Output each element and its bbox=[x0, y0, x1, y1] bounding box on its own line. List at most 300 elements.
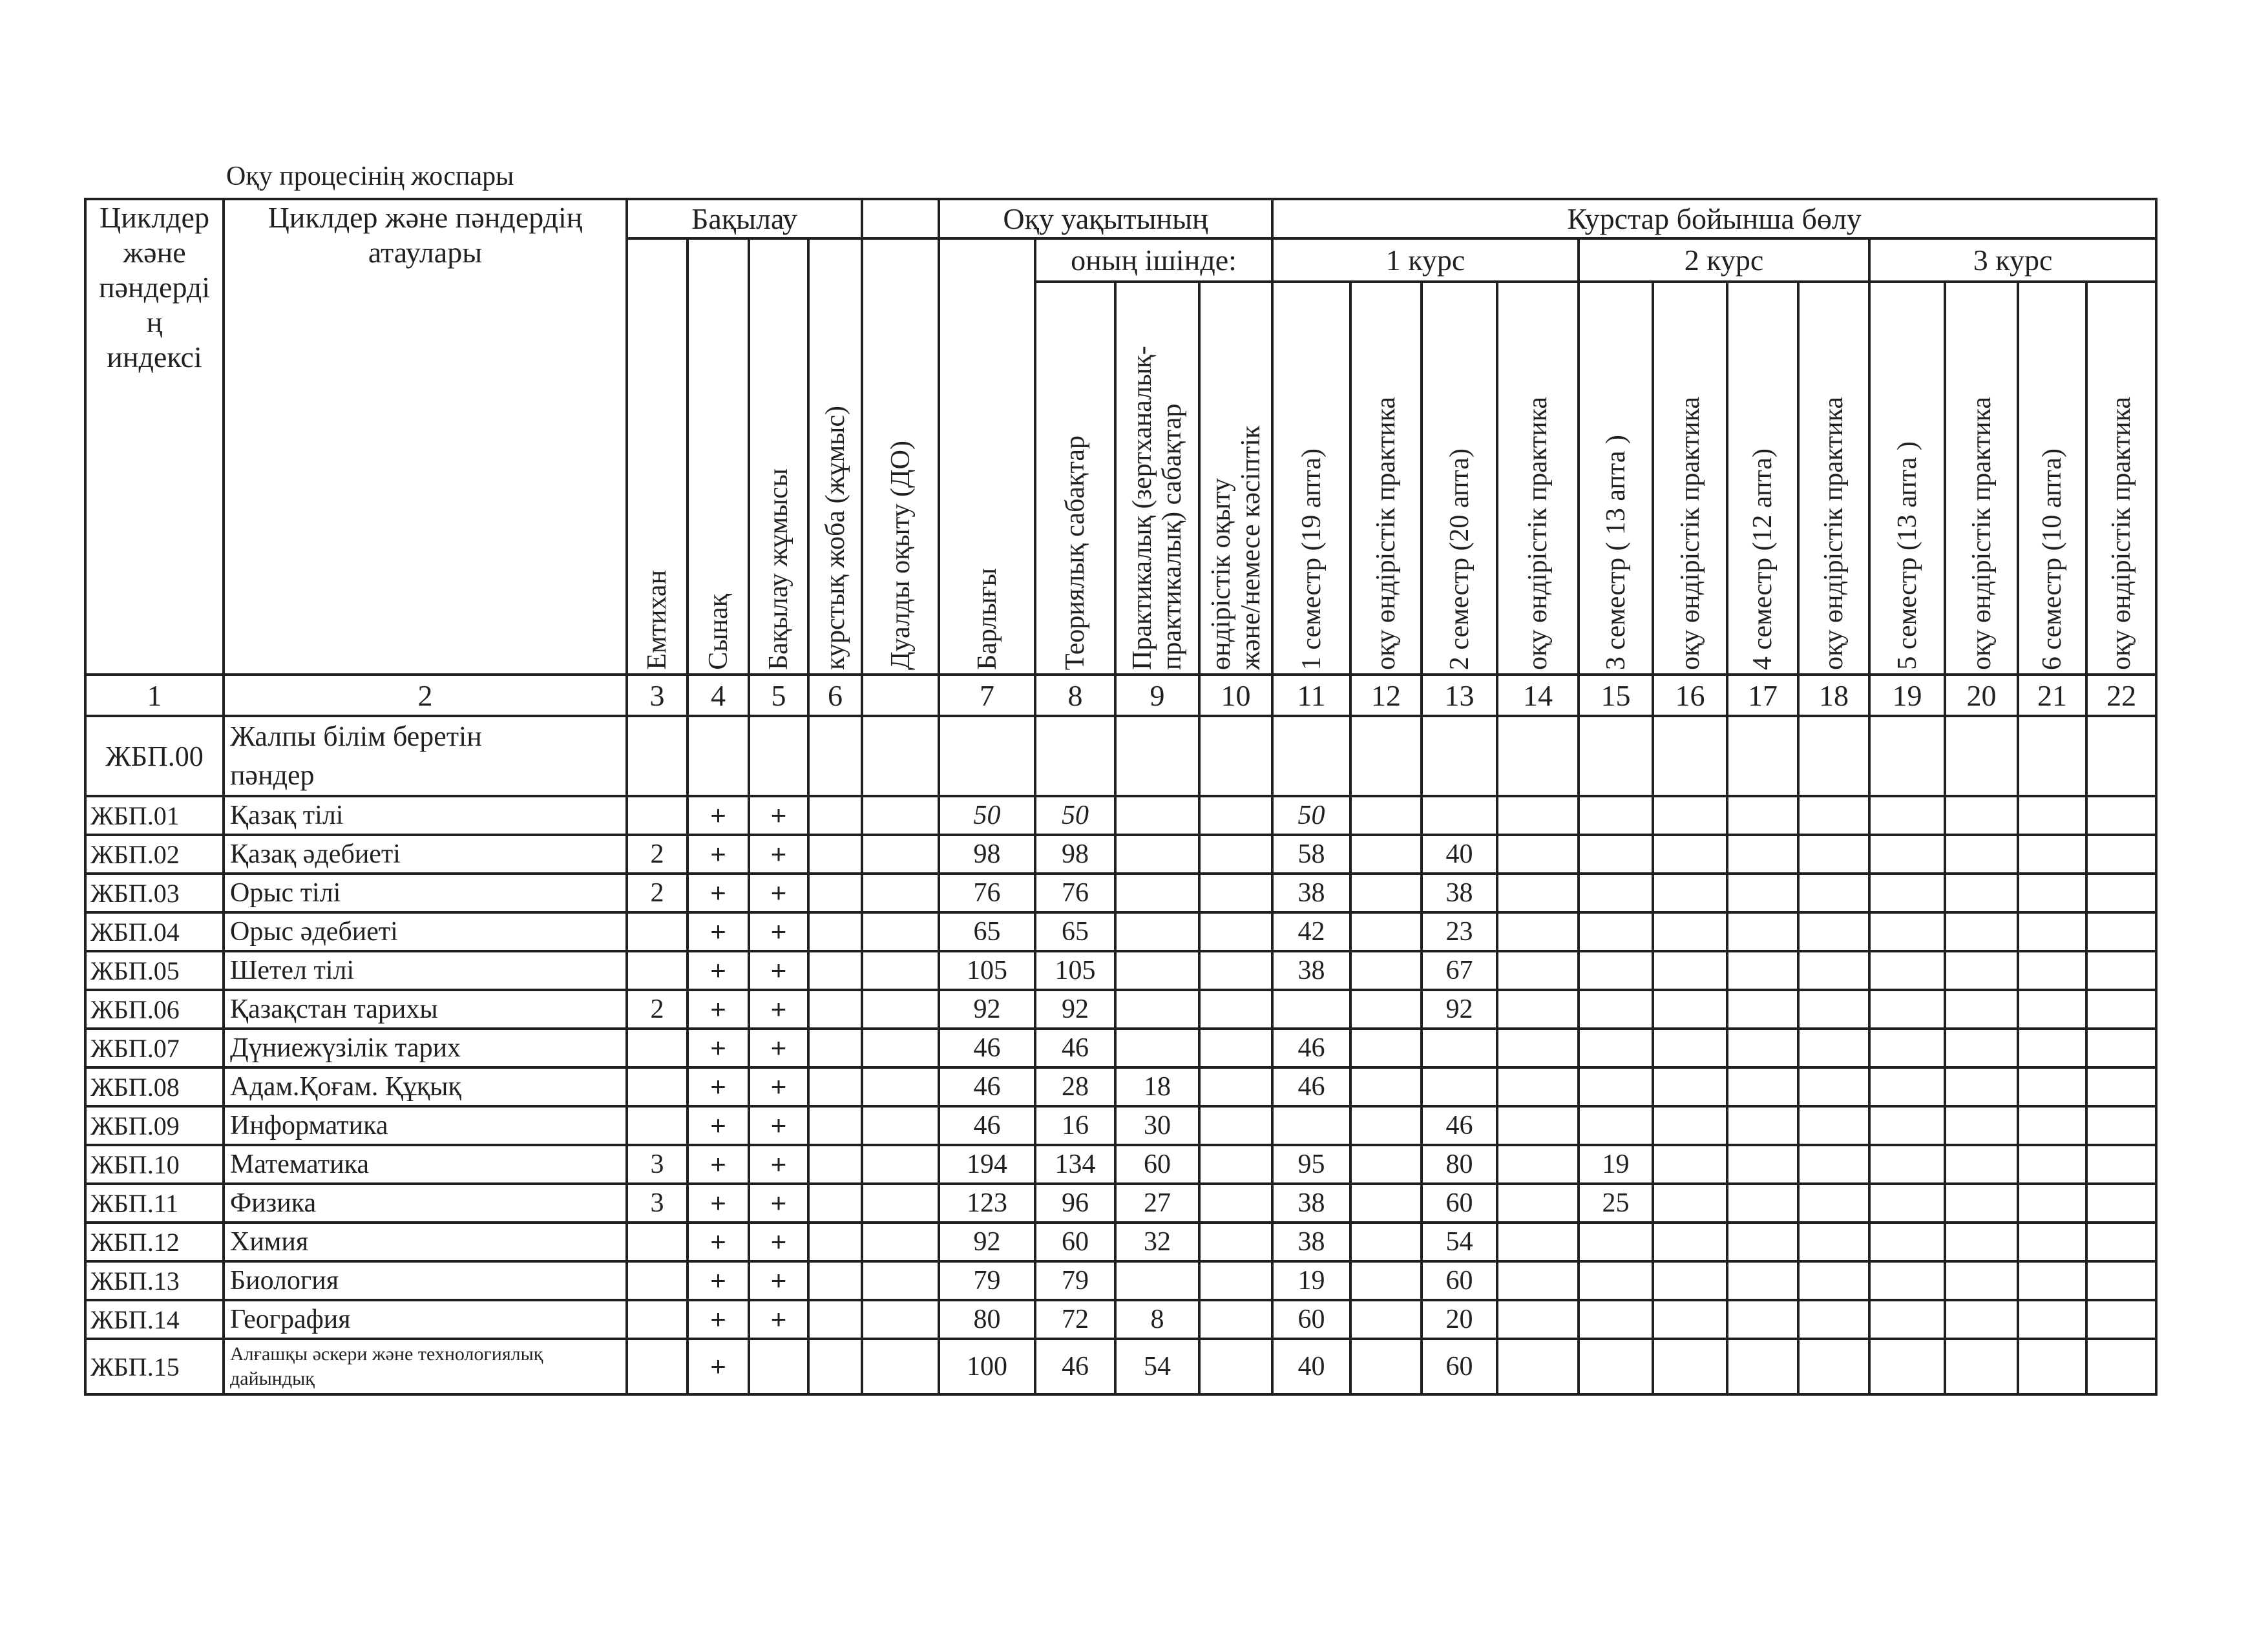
value-cell bbox=[1653, 951, 1727, 990]
theory-header-text: Теориялық сабақтар bbox=[1060, 435, 1090, 670]
value-cell bbox=[1199, 1223, 1272, 1261]
value-cell bbox=[1350, 1106, 1422, 1145]
value-cell bbox=[1497, 1339, 1579, 1394]
value-cell bbox=[808, 874, 862, 912]
value-cell bbox=[749, 1339, 808, 1394]
value-cell bbox=[2086, 951, 2156, 990]
value-cell bbox=[1945, 951, 2018, 990]
empty-cell bbox=[808, 716, 862, 796]
column-number-cell: 12 bbox=[1350, 675, 1422, 716]
value-cell: 67 bbox=[1422, 951, 1497, 990]
value-cell bbox=[808, 1223, 862, 1261]
semester-header-text: 4 семестр (12 апта) bbox=[1748, 448, 1778, 670]
value-cell: 72 bbox=[1035, 1300, 1115, 1339]
value-cell bbox=[808, 1067, 862, 1106]
value-cell bbox=[1945, 874, 2018, 912]
value-cell bbox=[1497, 1106, 1579, 1145]
credit-column-header bbox=[688, 238, 749, 675]
subject-name: Биология bbox=[224, 1261, 627, 1300]
dual-group-spacer bbox=[862, 199, 939, 238]
practice-4-header bbox=[1798, 282, 1869, 675]
value-cell bbox=[1115, 1261, 1199, 1300]
value-cell: 60 bbox=[1422, 1339, 1497, 1394]
value-cell bbox=[627, 1339, 688, 1394]
value-cell: 65 bbox=[939, 912, 1035, 951]
value-cell bbox=[2086, 1261, 2156, 1300]
plus-mark: + bbox=[688, 1184, 749, 1223]
table-row bbox=[85, 1029, 2156, 1067]
value-cell bbox=[1798, 1106, 1869, 1145]
plus-mark: + bbox=[749, 874, 808, 912]
index-header-line: пәндерді bbox=[98, 271, 211, 304]
value-cell bbox=[2018, 1184, 2086, 1223]
value-cell bbox=[627, 912, 688, 951]
subject-name: Шетел тілі bbox=[224, 951, 627, 990]
value-cell bbox=[2018, 1106, 2086, 1145]
plus-mark: + bbox=[688, 1145, 749, 1184]
value-cell bbox=[2018, 796, 2086, 835]
value-cell: 105 bbox=[939, 951, 1035, 990]
value-cell: 50 bbox=[1035, 796, 1115, 835]
section-row bbox=[85, 716, 2156, 796]
table-row bbox=[85, 951, 2156, 990]
theory-column-header bbox=[1035, 282, 1115, 675]
value-cell: 46 bbox=[939, 1029, 1035, 1067]
empty-cell bbox=[1945, 716, 2018, 796]
value-cell bbox=[1869, 990, 1945, 1029]
value-cell: 46 bbox=[939, 1067, 1035, 1106]
practice-3-header bbox=[1653, 282, 1727, 675]
plus-mark: + bbox=[749, 1184, 808, 1223]
curriculum-table bbox=[84, 198, 2158, 1396]
value-cell bbox=[1945, 1067, 2018, 1106]
value-cell bbox=[1579, 874, 1653, 912]
index-header-line: ң bbox=[146, 306, 163, 339]
value-cell bbox=[1869, 951, 1945, 990]
course-3-header: 3 курс bbox=[1869, 238, 2156, 282]
value-cell bbox=[1350, 1223, 1422, 1261]
value-cell bbox=[1945, 1300, 2018, 1339]
value-cell bbox=[627, 1029, 688, 1067]
value-cell: 92 bbox=[1422, 990, 1497, 1029]
practice-5-header bbox=[1945, 282, 2018, 675]
value-cell bbox=[1350, 990, 1422, 1029]
value-cell bbox=[1727, 796, 1798, 835]
value-cell bbox=[1115, 874, 1199, 912]
column-number-cell: 20 bbox=[1945, 675, 2018, 716]
value-cell bbox=[627, 1067, 688, 1106]
value-cell: 58 bbox=[1272, 835, 1350, 874]
subject-index: ЖБП.01 bbox=[85, 796, 224, 835]
value-cell bbox=[1653, 1184, 1727, 1223]
value-cell bbox=[1869, 796, 1945, 835]
value-cell: 38 bbox=[1272, 951, 1350, 990]
value-cell bbox=[1350, 1339, 1422, 1394]
value-cell: 25 bbox=[1579, 1184, 1653, 1223]
value-cell bbox=[1945, 796, 2018, 835]
plus-mark: + bbox=[688, 835, 749, 874]
value-cell bbox=[1422, 796, 1497, 835]
table-row bbox=[85, 796, 2156, 835]
production-training-column-header bbox=[1199, 282, 1272, 675]
value-cell bbox=[1579, 1261, 1653, 1300]
table-row bbox=[85, 1339, 2156, 1394]
value-cell bbox=[1727, 1261, 1798, 1300]
semester-6-header bbox=[2018, 282, 2086, 675]
empty-cell bbox=[1115, 716, 1199, 796]
course-1-header: 1 курс bbox=[1272, 238, 1579, 282]
value-cell: 46 bbox=[1035, 1339, 1115, 1394]
value-cell bbox=[1798, 835, 1869, 874]
plus-mark: + bbox=[749, 912, 808, 951]
value-cell bbox=[808, 1184, 862, 1223]
semester-2-header bbox=[1422, 282, 1497, 675]
column-number-cell: 19 bbox=[1869, 675, 1945, 716]
value-cell bbox=[808, 1300, 862, 1339]
value-cell bbox=[808, 912, 862, 951]
credit-header-text: Сынақ bbox=[703, 594, 733, 670]
value-cell bbox=[1199, 1261, 1272, 1300]
dual-training-column-header bbox=[862, 238, 939, 675]
practice-header-text: оқу өндірістік практика bbox=[1966, 397, 1997, 670]
value-cell: 60 bbox=[1272, 1300, 1350, 1339]
value-cell bbox=[1727, 1184, 1798, 1223]
plus-mark: + bbox=[688, 796, 749, 835]
value-cell bbox=[862, 912, 939, 951]
section-name-line: пәндер bbox=[230, 759, 315, 791]
subject-index: ЖБП.07 bbox=[85, 1029, 224, 1067]
subject-index: ЖБП.10 bbox=[85, 1145, 224, 1184]
subject-name: Дүниежүзілік тарих bbox=[224, 1029, 627, 1067]
column-number-cell: 9 bbox=[1115, 675, 1199, 716]
column-number-cell: 6 bbox=[808, 675, 862, 716]
subject-name: Адам.Қоғам. Құқық bbox=[224, 1067, 627, 1106]
plus-mark: + bbox=[688, 1261, 749, 1300]
value-cell bbox=[2018, 1145, 2086, 1184]
value-cell bbox=[2018, 951, 2086, 990]
value-cell: 134 bbox=[1035, 1145, 1115, 1184]
value-cell bbox=[1579, 1300, 1653, 1339]
subject-index: ЖБП.14 bbox=[85, 1300, 224, 1339]
value-cell bbox=[1869, 1339, 1945, 1394]
value-cell bbox=[1579, 796, 1653, 835]
value-cell: 28 bbox=[1035, 1067, 1115, 1106]
value-cell bbox=[2018, 1067, 2086, 1106]
course-project-header-text: курстық жоба (жұмыс) bbox=[820, 406, 850, 670]
value-cell: 76 bbox=[939, 874, 1035, 912]
subject-index: ЖБП.15 bbox=[85, 1339, 224, 1394]
empty-cell bbox=[1350, 716, 1422, 796]
value-cell bbox=[1798, 796, 1869, 835]
value-cell: 54 bbox=[1422, 1223, 1497, 1261]
empty-cell bbox=[1199, 716, 1272, 796]
value-cell bbox=[808, 1029, 862, 1067]
value-cell: 92 bbox=[1035, 990, 1115, 1029]
value-cell bbox=[1199, 1300, 1272, 1339]
plus-mark: + bbox=[749, 1223, 808, 1261]
subject-name: Қазақ әдебиеті bbox=[224, 835, 627, 874]
value-cell bbox=[1798, 1300, 1869, 1339]
subject-name: Химия bbox=[224, 1223, 627, 1261]
practice-header-text: оқу өндірістік практика bbox=[1371, 397, 1402, 670]
value-cell: 194 bbox=[939, 1145, 1035, 1184]
subject-index: ЖБП.03 bbox=[85, 874, 224, 912]
value-cell bbox=[1350, 1145, 1422, 1184]
value-cell: 100 bbox=[939, 1339, 1035, 1394]
practice-header-text: оқу өндірістік практика bbox=[1675, 397, 1705, 670]
column-number-cell: 17 bbox=[1727, 675, 1798, 716]
value-cell bbox=[2018, 990, 2086, 1029]
value-cell bbox=[1422, 1067, 1497, 1106]
value-cell bbox=[1945, 990, 2018, 1029]
empty-cell bbox=[939, 716, 1035, 796]
value-cell bbox=[2086, 874, 2156, 912]
value-cell bbox=[1653, 796, 1727, 835]
value-cell bbox=[1945, 1145, 2018, 1184]
plus-mark: + bbox=[688, 874, 749, 912]
value-cell bbox=[627, 1300, 688, 1339]
index-column-header bbox=[85, 199, 224, 675]
value-cell bbox=[1653, 1029, 1727, 1067]
semester-5-header bbox=[1869, 282, 1945, 675]
value-cell: 95 bbox=[1272, 1145, 1350, 1184]
value-cell bbox=[1798, 874, 1869, 912]
control-work-header-text: Бақылау жұмысы bbox=[764, 468, 793, 670]
value-cell bbox=[1350, 1067, 1422, 1106]
value-cell bbox=[2018, 1261, 2086, 1300]
subject-name: Алғашқы әскери және технологиялық дайындық bbox=[224, 1339, 627, 1394]
value-cell bbox=[1727, 1300, 1798, 1339]
value-cell bbox=[627, 1261, 688, 1300]
value-cell: 123 bbox=[939, 1184, 1035, 1223]
value-cell bbox=[1798, 1261, 1869, 1300]
exam-header-text: Емтихан bbox=[642, 570, 672, 670]
subject-name: География bbox=[224, 1300, 627, 1339]
table-row bbox=[85, 1067, 2156, 1106]
value-cell bbox=[2086, 835, 2156, 874]
value-cell: 92 bbox=[939, 990, 1035, 1029]
section-name-line: Жалпы білім беретін bbox=[230, 720, 482, 752]
value-cell bbox=[1115, 990, 1199, 1029]
name-header-line: атаулары bbox=[368, 236, 483, 269]
value-cell bbox=[2086, 1106, 2156, 1145]
value-cell bbox=[808, 1145, 862, 1184]
subject-index: ЖБП.09 bbox=[85, 1106, 224, 1145]
value-cell bbox=[808, 1339, 862, 1394]
subject-name: Орыс әдебиеті bbox=[224, 912, 627, 951]
value-cell bbox=[808, 1261, 862, 1300]
value-cell bbox=[1869, 1029, 1945, 1067]
value-cell bbox=[1272, 990, 1350, 1029]
value-cell bbox=[1727, 990, 1798, 1029]
index-header-line: және bbox=[123, 236, 186, 269]
plus-mark: + bbox=[749, 1300, 808, 1339]
value-cell bbox=[1945, 835, 2018, 874]
subject-name: Физика bbox=[224, 1184, 627, 1223]
value-cell bbox=[2086, 912, 2156, 951]
practice-header-text: оқу өндірістік практика bbox=[2106, 397, 2137, 670]
value-cell bbox=[1497, 1261, 1579, 1300]
value-cell bbox=[627, 1223, 688, 1261]
value-cell bbox=[1199, 874, 1272, 912]
value-cell bbox=[1653, 835, 1727, 874]
value-cell: 8 bbox=[1115, 1300, 1199, 1339]
value-cell bbox=[862, 1223, 939, 1261]
value-cell bbox=[1798, 1223, 1869, 1261]
distribution-group-header: Курстар бойынша бөлу bbox=[1272, 199, 2156, 238]
value-cell bbox=[2086, 796, 2156, 835]
value-cell bbox=[1579, 1029, 1653, 1067]
value-cell bbox=[2018, 1223, 2086, 1261]
empty-cell bbox=[1727, 716, 1798, 796]
plus-mark: + bbox=[749, 835, 808, 874]
value-cell bbox=[1798, 1029, 1869, 1067]
plus-mark: + bbox=[688, 912, 749, 951]
column-number-cell: 21 bbox=[2018, 675, 2086, 716]
exam-column-header bbox=[627, 238, 688, 675]
production-training-header-text bbox=[1206, 299, 1266, 670]
value-cell: 20 bbox=[1422, 1300, 1497, 1339]
value-cell bbox=[862, 1184, 939, 1223]
value-cell: 40 bbox=[1272, 1339, 1350, 1394]
value-cell bbox=[1497, 1300, 1579, 1339]
value-cell bbox=[862, 1339, 939, 1394]
control-work-column-header bbox=[749, 238, 808, 675]
value-cell: 79 bbox=[939, 1261, 1035, 1300]
value-cell bbox=[1115, 1029, 1199, 1067]
value-cell: 38 bbox=[1272, 874, 1350, 912]
production-training-header-line: және/немесе кәсіптік bbox=[1235, 425, 1266, 670]
practical-column-header bbox=[1115, 282, 1199, 675]
subject-name: Информатика bbox=[224, 1106, 627, 1145]
plus-mark: + bbox=[749, 1145, 808, 1184]
name-column-header bbox=[224, 199, 627, 675]
value-cell: 54 bbox=[1115, 1339, 1199, 1394]
value-cell bbox=[862, 990, 939, 1029]
value-cell bbox=[1653, 1067, 1727, 1106]
subject-index: ЖБП.08 bbox=[85, 1067, 224, 1106]
value-cell bbox=[1497, 1223, 1579, 1261]
value-cell bbox=[1199, 835, 1272, 874]
subject-index: ЖБП.05 bbox=[85, 951, 224, 990]
plus-mark: + bbox=[749, 951, 808, 990]
empty-cell bbox=[2018, 716, 2086, 796]
plus-mark: + bbox=[688, 1029, 749, 1067]
value-cell bbox=[1727, 1223, 1798, 1261]
value-cell bbox=[862, 874, 939, 912]
value-cell bbox=[1350, 796, 1422, 835]
value-cell bbox=[1653, 1106, 1727, 1145]
table-row bbox=[85, 1184, 2156, 1223]
value-cell bbox=[862, 1145, 939, 1184]
value-cell bbox=[1199, 1067, 1272, 1106]
empty-cell bbox=[627, 716, 688, 796]
value-cell: 105 bbox=[1035, 951, 1115, 990]
value-cell bbox=[1727, 1029, 1798, 1067]
table-row bbox=[85, 1223, 2156, 1261]
value-cell: 2 bbox=[627, 990, 688, 1029]
total-header-text: Барлығы bbox=[972, 568, 1002, 670]
empty-cell bbox=[1035, 716, 1115, 796]
value-cell bbox=[1497, 874, 1579, 912]
value-cell bbox=[1727, 1106, 1798, 1145]
value-cell bbox=[2086, 1339, 2156, 1394]
value-cell bbox=[1798, 912, 1869, 951]
column-number-cell: 18 bbox=[1798, 675, 1869, 716]
column-number-row bbox=[85, 675, 2156, 716]
value-cell bbox=[1350, 1029, 1422, 1067]
table-row bbox=[85, 1106, 2156, 1145]
empty-cell bbox=[1869, 716, 1945, 796]
value-cell: 30 bbox=[1115, 1106, 1199, 1145]
table-row bbox=[85, 1300, 2156, 1339]
value-cell bbox=[1798, 1145, 1869, 1184]
value-cell bbox=[1653, 874, 1727, 912]
value-cell bbox=[1869, 1300, 1945, 1339]
value-cell: 98 bbox=[1035, 835, 1115, 874]
value-cell bbox=[2018, 1300, 2086, 1339]
value-cell: 3 bbox=[627, 1184, 688, 1223]
column-number-cell: 3 bbox=[627, 675, 688, 716]
plus-mark: + bbox=[688, 1106, 749, 1145]
plus-mark: + bbox=[749, 1029, 808, 1067]
table-header bbox=[85, 199, 2156, 716]
value-cell bbox=[1115, 835, 1199, 874]
table-row bbox=[85, 990, 2156, 1029]
value-cell bbox=[2086, 1300, 2156, 1339]
name-header-line: Циклдер және пәндердің bbox=[268, 201, 583, 234]
value-cell bbox=[627, 951, 688, 990]
subject-index: ЖБП.13 bbox=[85, 1261, 224, 1300]
value-cell bbox=[1272, 1106, 1350, 1145]
subject-index: ЖБП.02 bbox=[85, 835, 224, 874]
value-cell bbox=[1199, 1029, 1272, 1067]
column-number-cell: 11 bbox=[1272, 675, 1350, 716]
value-cell bbox=[1115, 912, 1199, 951]
semester-header-text: 1 семестр (19 апта) bbox=[1296, 448, 1327, 670]
value-cell bbox=[862, 1261, 939, 1300]
value-cell bbox=[1727, 835, 1798, 874]
subject-name: Қазақстан тарихы bbox=[224, 990, 627, 1029]
practice-header-text: оқу өндірістік практика bbox=[1523, 397, 1553, 670]
value-cell bbox=[1798, 1184, 1869, 1223]
value-cell bbox=[1497, 835, 1579, 874]
subject-name: Математика bbox=[224, 1145, 627, 1184]
column-number-cell bbox=[862, 675, 939, 716]
value-cell: 23 bbox=[1422, 912, 1497, 951]
empty-cell bbox=[749, 716, 808, 796]
value-cell: 38 bbox=[1422, 874, 1497, 912]
value-cell bbox=[1653, 990, 1727, 1029]
value-cell bbox=[1199, 1145, 1272, 1184]
column-number-cell: 10 bbox=[1199, 675, 1272, 716]
value-cell: 38 bbox=[1272, 1184, 1350, 1223]
value-cell bbox=[808, 1106, 862, 1145]
value-cell bbox=[1497, 796, 1579, 835]
value-cell bbox=[1945, 1029, 2018, 1067]
value-cell bbox=[1869, 912, 1945, 951]
table-body bbox=[85, 716, 2156, 1394]
value-cell bbox=[1579, 912, 1653, 951]
value-cell: 27 bbox=[1115, 1184, 1199, 1223]
column-number-cell: 8 bbox=[1035, 675, 1115, 716]
value-cell bbox=[1869, 1106, 1945, 1145]
value-cell: 16 bbox=[1035, 1106, 1115, 1145]
value-cell: 50 bbox=[939, 796, 1035, 835]
value-cell bbox=[1798, 1339, 1869, 1394]
value-cell bbox=[808, 990, 862, 1029]
column-number-cell: 13 bbox=[1422, 675, 1497, 716]
